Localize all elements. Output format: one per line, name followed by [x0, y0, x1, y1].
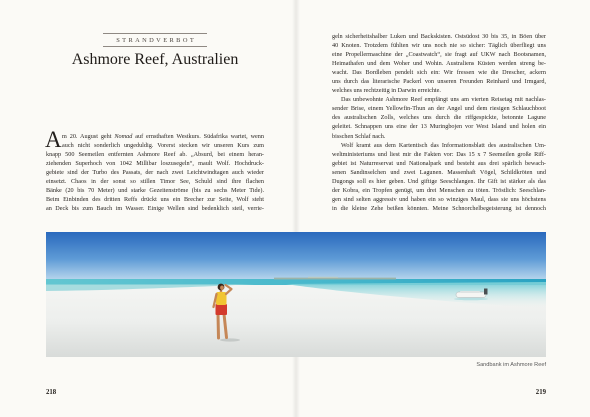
sky: [46, 232, 546, 281]
text-line: einsetzt. Chaos in der sonst so stillen Timor See, Schuld sind ihre flachen: [46, 177, 264, 185]
text-line: wacht. Das Bordleben pendelt sich ein: Wir fressen wie die Drescher, ackern: [332, 69, 546, 77]
drop-cap: A: [45, 127, 62, 153]
paragraph: [332, 32, 546, 95]
text-segment: auf ernsthaften Westkurs. Südafrika wartet, wenn: [132, 132, 264, 140]
beach-photo-image: [46, 232, 546, 357]
article-title: Ashmore Reef, Australien: [71, 51, 239, 68]
text-line: gen sind selten aggressiv und haben ein so winziges Maul, dass sie uns höchstens: [332, 195, 546, 203]
text-line: Das unbewohnte Ashmore Reef empfängt uns am vierten Reisetag mit nachlas-: [341, 96, 546, 104]
text-segment: m 20. August geht: [62, 132, 115, 140]
text-line: ziehenden Superhoch von 1042 Millibar loszusegeln“, mault Wolf. Hochdruck-: [46, 159, 264, 167]
left-text-column: [45, 127, 264, 213]
section-label: STRANDVERBOT: [103, 33, 207, 47]
page-number: 218: [46, 389, 57, 396]
text-line: an Deck bis zum Bauch im Wasser. Einige Wellen sind bedenklich steil, verrie-: [46, 204, 264, 212]
text-line: gebiet ist Naturreservat und Nationalpark und besteht aus drei spärlich bewach-: [332, 159, 546, 167]
text-line: senen Sandinselchen und zwei Lagunen. Massenhaft Vögel, Schildkröten und: [332, 168, 546, 176]
photo-caption: Sandbank im Ashmore Reef: [476, 362, 546, 368]
paragraph: [332, 95, 546, 140]
boat-name: Nomad: [114, 132, 133, 140]
text-line: 40 Knoten. Trotzdem fühlten wir uns noch nie so sicher: Täglich überfliegt uns: [332, 42, 546, 50]
paragraph: [332, 141, 546, 213]
text-line: gebiete sind der Turbo des Passats, der nach zwei Leichtwindtagen auch wieder: [46, 168, 264, 176]
text-line: des australischen Zolls, welches uns durch die riffgespickte, betonnte Lagune: [332, 114, 546, 122]
text-line: eine Propellermaschine der „Coastwatch“, sie fragt auf UKW nach Bootsnamen,: [332, 51, 546, 59]
beach-photo: [46, 232, 546, 357]
text-line: [46, 132, 264, 141]
text-line: auch nicht sonderlich ungeduldig. Vorerst stecken wir unseren Kurs zum: [62, 141, 264, 149]
text-line: Heimathafen und dem Woher und Wohin. Australiens Küsten werden streng be-: [332, 60, 546, 68]
text-line: geln sicherheitshalber Luken und Backskisten. Ostsüdost 30 bis 35, in Böen über: [332, 33, 546, 40]
text-line: bisschen Schlaf nach.: [332, 132, 386, 140]
text-line: Wolf kramt aus dem Kartentisch das Informationsblatt des australischen Um-: [341, 141, 546, 149]
text-line: sender Brise, einem Yellowfin-Thun an der Angel und dem riesigen Schlauchboot: [332, 105, 546, 113]
text-line: der Kobra, ein Tropfen genügt, um drei Menschen zu töten. Tröstlich: Seeschlan-: [332, 186, 546, 194]
right-text-column: [332, 32, 546, 213]
text-line: geleitet. Schnappen uns eine der 13 Muringbojen vor West Island und holen ein: [332, 123, 546, 131]
text-line: welches uns rechtzeitig in Darwin erreichte.: [332, 87, 441, 95]
page-number: 219: [535, 389, 546, 396]
text-line: weltministeriums und liest mir die Fakten vor: Das 15 x 7 Seemeilen große Riff-: [332, 150, 546, 158]
text-line: Bänke (20 bis 70 Meter) und starke Gezeitenströme (bis zu sechs Meter Tide).: [46, 186, 264, 194]
text-line: Beim Einbinden des dritten Reffs drückt uns ein Brecher zur Seite, Wolf steht: [46, 195, 264, 203]
text-line: knapp 500 Seemeilen entfernten Ashmore Reef ab. „Absurd, bei einem heran-: [46, 150, 264, 158]
text-line: in die kleine Zehe beißen könnten. Meine Schnorchelbegeisterung ist dennoch: [332, 204, 546, 212]
text-line: Dugongs soll es hier geben. Und giftige Seeschlangen. Ihr Gift ist stärker als das: [332, 177, 546, 185]
text-line: uns durch das literarische Packerl von unseren Freunden Reinhard und Irmgard,: [332, 78, 546, 86]
